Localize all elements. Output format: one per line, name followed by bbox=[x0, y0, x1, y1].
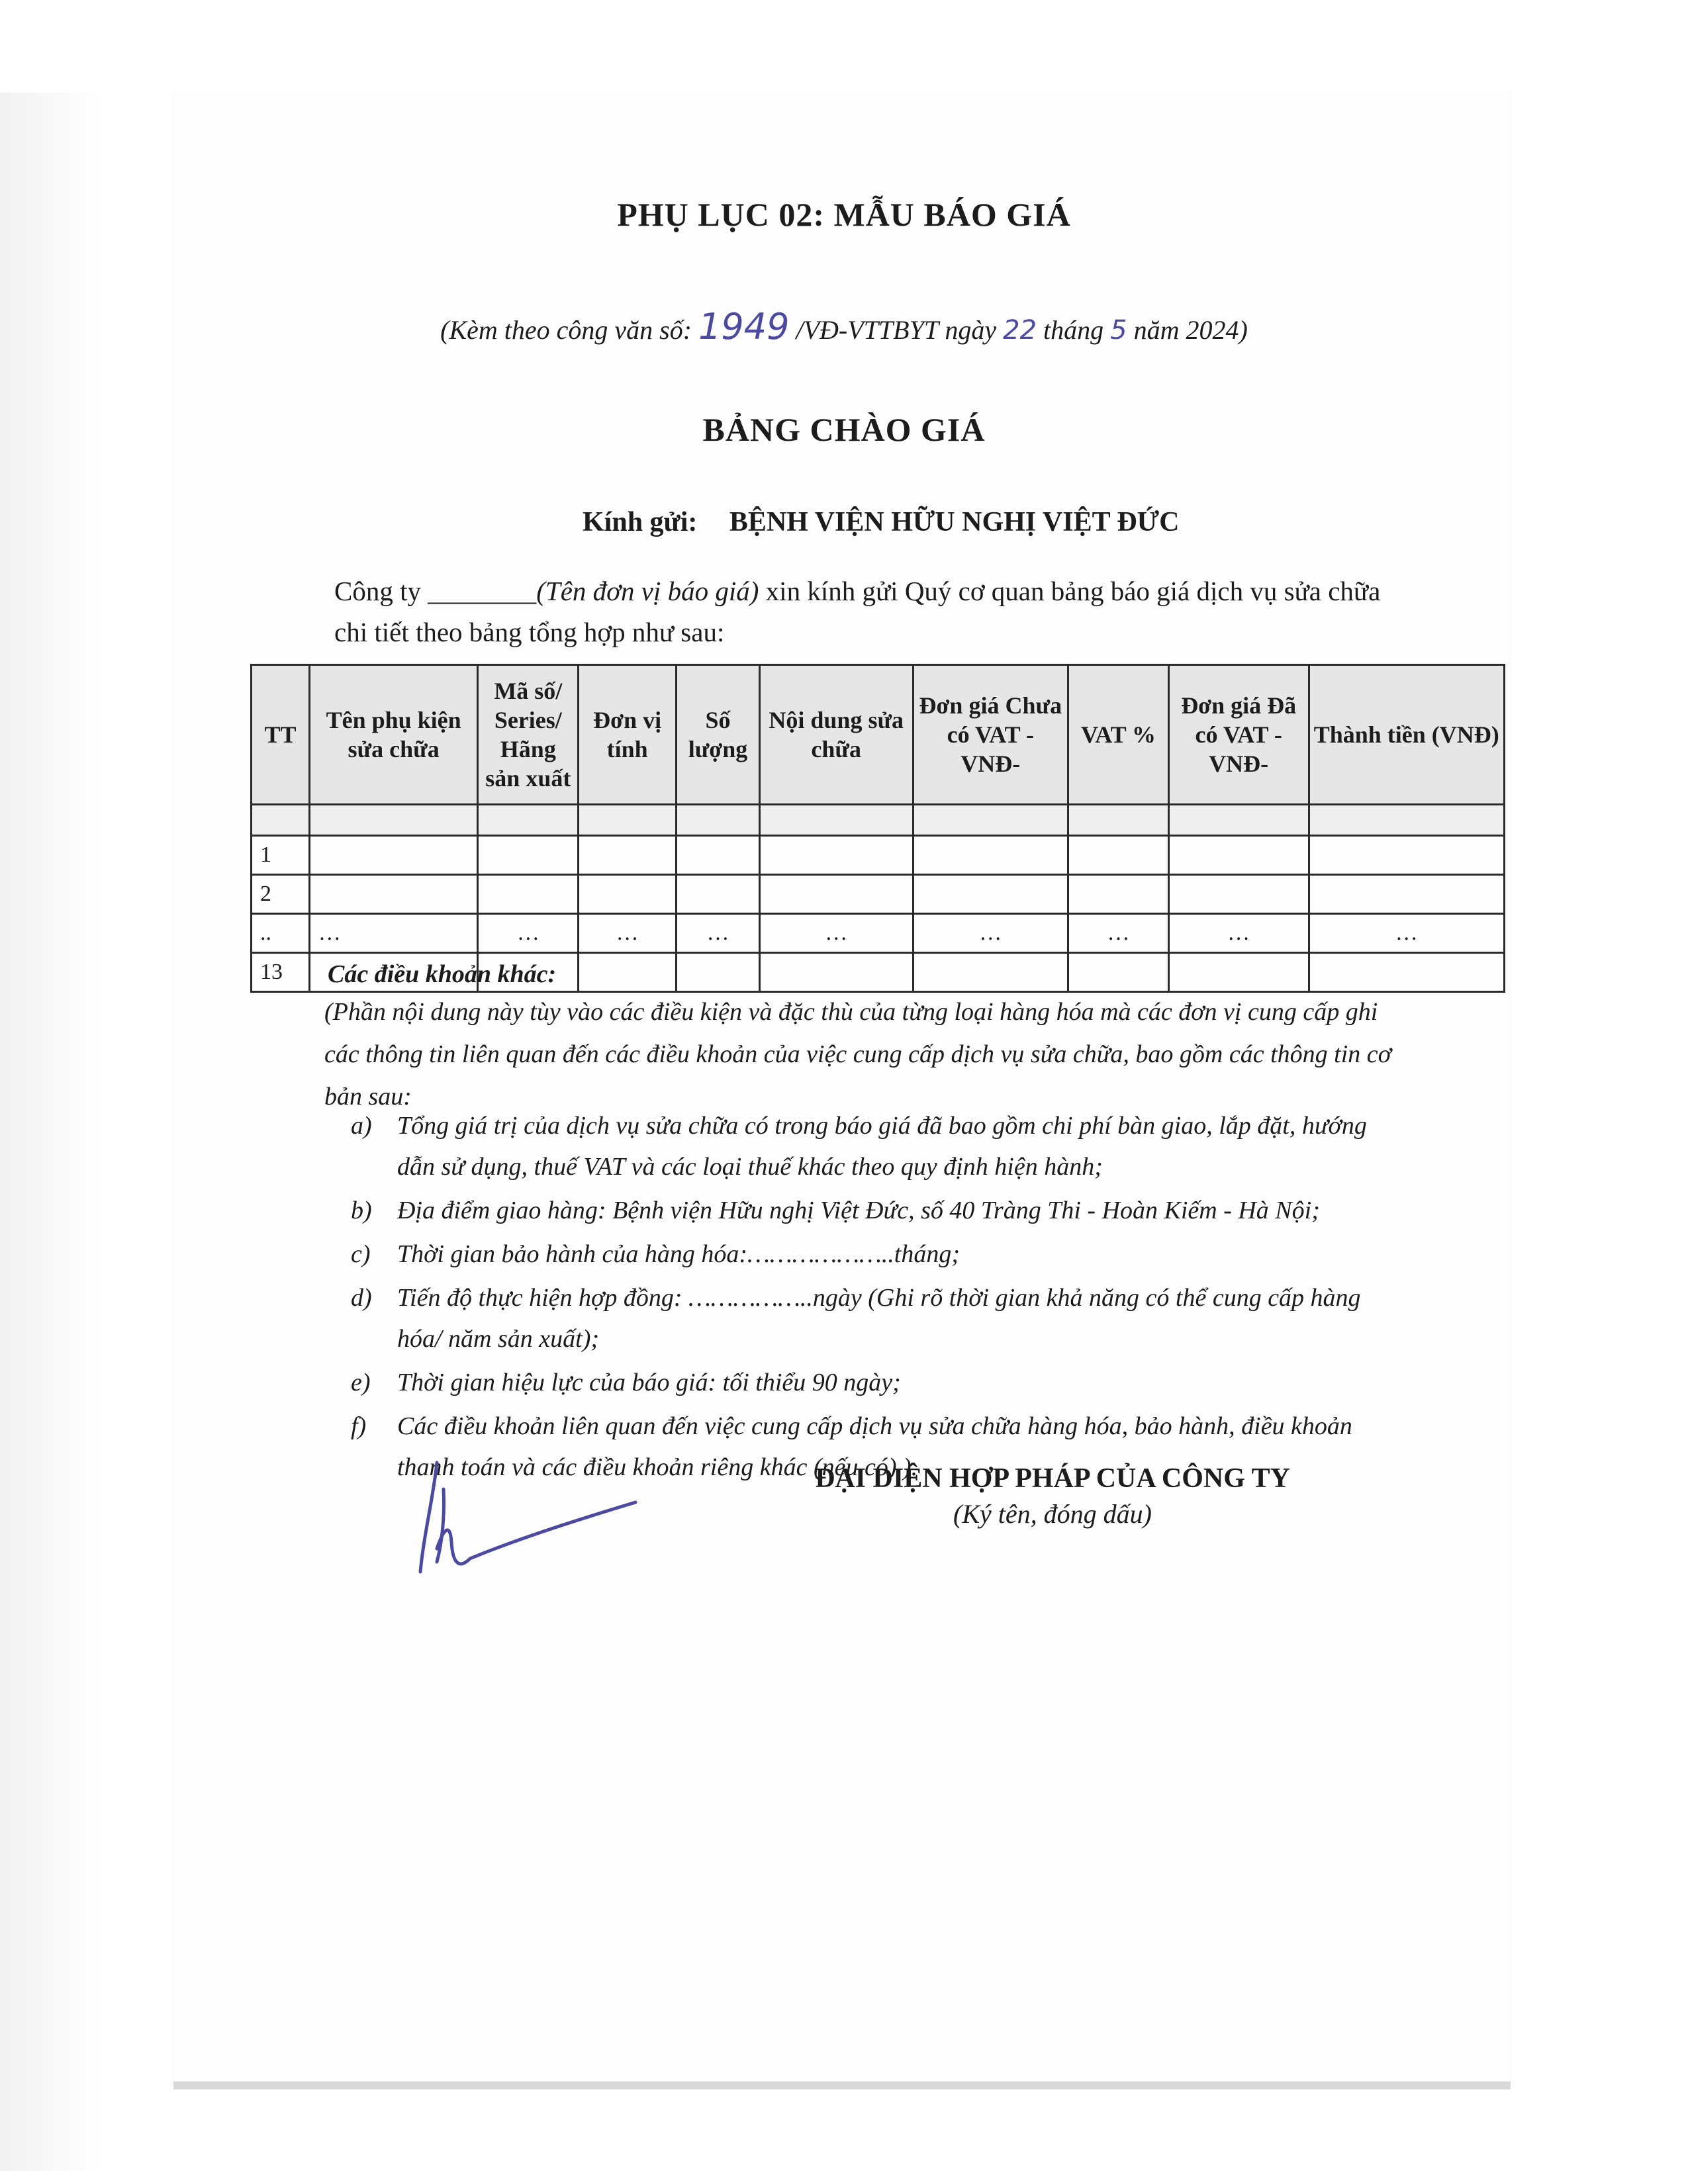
header-cell: Số lượng bbox=[677, 665, 760, 805]
table-header-row bbox=[252, 665, 1505, 805]
intro-company: Công ty ________ bbox=[334, 576, 537, 606]
terms-item-marker: b) bbox=[351, 1197, 372, 1224]
table-cell: … bbox=[1068, 914, 1169, 953]
table-cell bbox=[579, 953, 677, 992]
table-cell: … bbox=[677, 914, 760, 953]
table-cell bbox=[1168, 875, 1309, 914]
table-cell bbox=[579, 875, 677, 914]
representative-block bbox=[801, 1463, 1304, 1529]
table-cell bbox=[1168, 953, 1309, 992]
table-cell bbox=[677, 875, 760, 914]
spacer-cell bbox=[579, 805, 677, 836]
header-cell: Mã số/ Series/ Hãng sản xuất bbox=[478, 665, 579, 805]
table-cell: … bbox=[478, 914, 579, 953]
table-cell bbox=[1309, 953, 1505, 992]
terms-item-text: Thời gian bảo hành của hàng hóa:………………..tháng; bbox=[397, 1240, 960, 1268]
header-cell: Đơn giá Chưa có VAT -VNĐ- bbox=[913, 665, 1068, 805]
header-cell: TT bbox=[252, 665, 310, 805]
table-spacer-row bbox=[252, 805, 1505, 836]
table-row bbox=[252, 914, 1505, 953]
row-number-cell: 1 bbox=[252, 836, 310, 875]
spacer-cell bbox=[309, 805, 477, 836]
scan-shadow-left bbox=[0, 93, 173, 2171]
header-cell: Đơn vị tính bbox=[579, 665, 677, 805]
terms-item-marker: c) bbox=[351, 1240, 371, 1268]
spacer-cell bbox=[677, 805, 760, 836]
row-number-cell: 2 bbox=[252, 875, 310, 914]
spacer-cell bbox=[759, 805, 913, 836]
intro-paragraph bbox=[334, 570, 1393, 653]
row-number-cell: .. bbox=[252, 914, 310, 953]
table-cell bbox=[1068, 875, 1169, 914]
header-cell: VAT % bbox=[1068, 665, 1169, 805]
quote-title: BẢNG CHÀO GIÁ bbox=[702, 411, 986, 448]
representative-note: (Ký tên, đóng dấu) bbox=[953, 1499, 1152, 1529]
terms-item-marker: e) bbox=[351, 1369, 371, 1396]
terms-intro: (Phần nội dung này tùy vào các điều kiện và đặc thù của từng loại hàng hóa mà các đơn vị cung cấp ghi các thông tin liên quan đến các điều khoản của việc cung cấp dịch vụ sửa chữa, bao gồm các thông tin cơ bản sau: bbox=[324, 998, 1391, 1111]
table-cell: … bbox=[1309, 914, 1505, 953]
terms-item-text: Các điều khoản liên quan đến việc cung cấp dịch vụ sửa chữa hàng hóa, bảo hành, điều khoản thanh toán và các điều khoản riêng khác (nếu có) ). bbox=[397, 1412, 1352, 1481]
ref-month-word: tháng bbox=[1043, 315, 1104, 345]
terms-list bbox=[351, 1105, 1383, 1490]
terms-item bbox=[351, 1105, 1383, 1187]
representative-title: ĐẠI DIỆN HỢP PHÁP CỦA CÔNG TY bbox=[815, 1463, 1290, 1494]
reference-line bbox=[0, 306, 1688, 347]
spacer-cell bbox=[478, 805, 579, 836]
spacer-cell bbox=[1068, 805, 1169, 836]
terms-item bbox=[351, 1190, 1383, 1231]
table-cell bbox=[309, 836, 477, 875]
table-cell bbox=[677, 836, 760, 875]
table-cell bbox=[1068, 836, 1169, 875]
terms-item-text: Tổng giá trị của dịch vụ sửa chữa có trong báo giá đã bao gồm chi phí bàn giao, lắp đặt, hướng dẫn sử dụng, thuế VAT và các loại thuế khác theo quy định hiện hành; bbox=[397, 1112, 1367, 1181]
recipient-label: Kính gửi: bbox=[583, 507, 698, 537]
table-cell bbox=[1309, 875, 1505, 914]
terms-item-text: Tiến độ thực hiện hợp đồng: ……………..ngày (Ghi rõ thời gian khả năng có thể cung cấp hàng hóa/ năm sản xuất); bbox=[397, 1284, 1361, 1353]
terms-item-text: Thời gian hiệu lực của báo giá: tối thiểu 90 ngày; bbox=[397, 1369, 901, 1396]
quote-table bbox=[250, 664, 1505, 993]
table-cell bbox=[1168, 836, 1309, 875]
appendix-title: PHỤ LỤC 02: MẪU BÁO GIÁ bbox=[617, 196, 1071, 233]
table-cell bbox=[478, 875, 579, 914]
spacer-cell bbox=[1309, 805, 1505, 836]
table-cell bbox=[1309, 836, 1505, 875]
header-cell: Nội dung sửa chữa bbox=[759, 665, 913, 805]
ref-code: /VĐ-VTTBYT ngày bbox=[796, 315, 997, 345]
table-cell bbox=[913, 836, 1068, 875]
header-cell: Thành tiền (VNĐ) bbox=[1309, 665, 1505, 805]
scan-edge-bottom bbox=[173, 2081, 1511, 2089]
table-cell bbox=[913, 953, 1068, 992]
terms-item bbox=[351, 1277, 1383, 1359]
header-cell: Tên phụ kiện sửa chữa bbox=[309, 665, 477, 805]
ref-number-handwritten: 1949 bbox=[698, 306, 790, 347]
table-cell bbox=[579, 836, 677, 875]
table-cell bbox=[677, 953, 760, 992]
ref-day-handwritten: 22 bbox=[1003, 315, 1037, 345]
spacer-cell bbox=[1168, 805, 1309, 836]
terms-item-marker: d) bbox=[351, 1284, 372, 1312]
table-cell bbox=[759, 836, 913, 875]
terms-item bbox=[351, 1362, 1383, 1403]
intro-rest: xin kính gửi Quý cơ quan bảng báo giá dịch vụ sửa chữa chi tiết theo bảng tổng hợp như sau: bbox=[334, 576, 1381, 647]
handwritten-signature bbox=[397, 1449, 675, 1582]
table-cell bbox=[1068, 953, 1169, 992]
table-cell bbox=[913, 875, 1068, 914]
ref-month-handwritten: 5 bbox=[1110, 315, 1127, 345]
terms-item-marker: f) bbox=[351, 1412, 367, 1440]
ref-prefix: (Kèm theo công văn số: bbox=[440, 315, 692, 345]
terms-item-marker: a) bbox=[351, 1112, 372, 1140]
recipient-line bbox=[583, 506, 1179, 538]
table-cell: … bbox=[759, 914, 913, 953]
table-cell: … bbox=[579, 914, 677, 953]
table-cell: … bbox=[309, 914, 477, 953]
table-cell bbox=[759, 875, 913, 914]
terms-heading: Các điều khoản khác: bbox=[328, 960, 557, 988]
spacer-cell bbox=[252, 805, 310, 836]
header-cell: Đơn giá Đã có VAT -VNĐ- bbox=[1168, 665, 1309, 805]
ref-year: năm 2024) bbox=[1133, 315, 1248, 345]
row-number-cell: 13 bbox=[252, 953, 310, 992]
table-cell bbox=[478, 836, 579, 875]
recipient-name: BỆNH VIỆN HỮU NGHỊ VIỆT ĐỨC bbox=[729, 507, 1180, 537]
table-cell: … bbox=[913, 914, 1068, 953]
intro-hint: (Tên đơn vị báo giá) bbox=[536, 576, 759, 606]
terms-item-text: Địa điểm giao hàng: Bệnh viện Hữu nghị Việt Đức, số 40 Tràng Thi - Hoàn Kiếm - Hà Nội; bbox=[397, 1197, 1320, 1224]
terms-item bbox=[351, 1234, 1383, 1275]
table-cell bbox=[309, 875, 477, 914]
table-row bbox=[252, 875, 1505, 914]
table-cell: … bbox=[1168, 914, 1309, 953]
table-row bbox=[252, 836, 1505, 875]
spacer-cell bbox=[913, 805, 1068, 836]
table-cell bbox=[759, 953, 913, 992]
